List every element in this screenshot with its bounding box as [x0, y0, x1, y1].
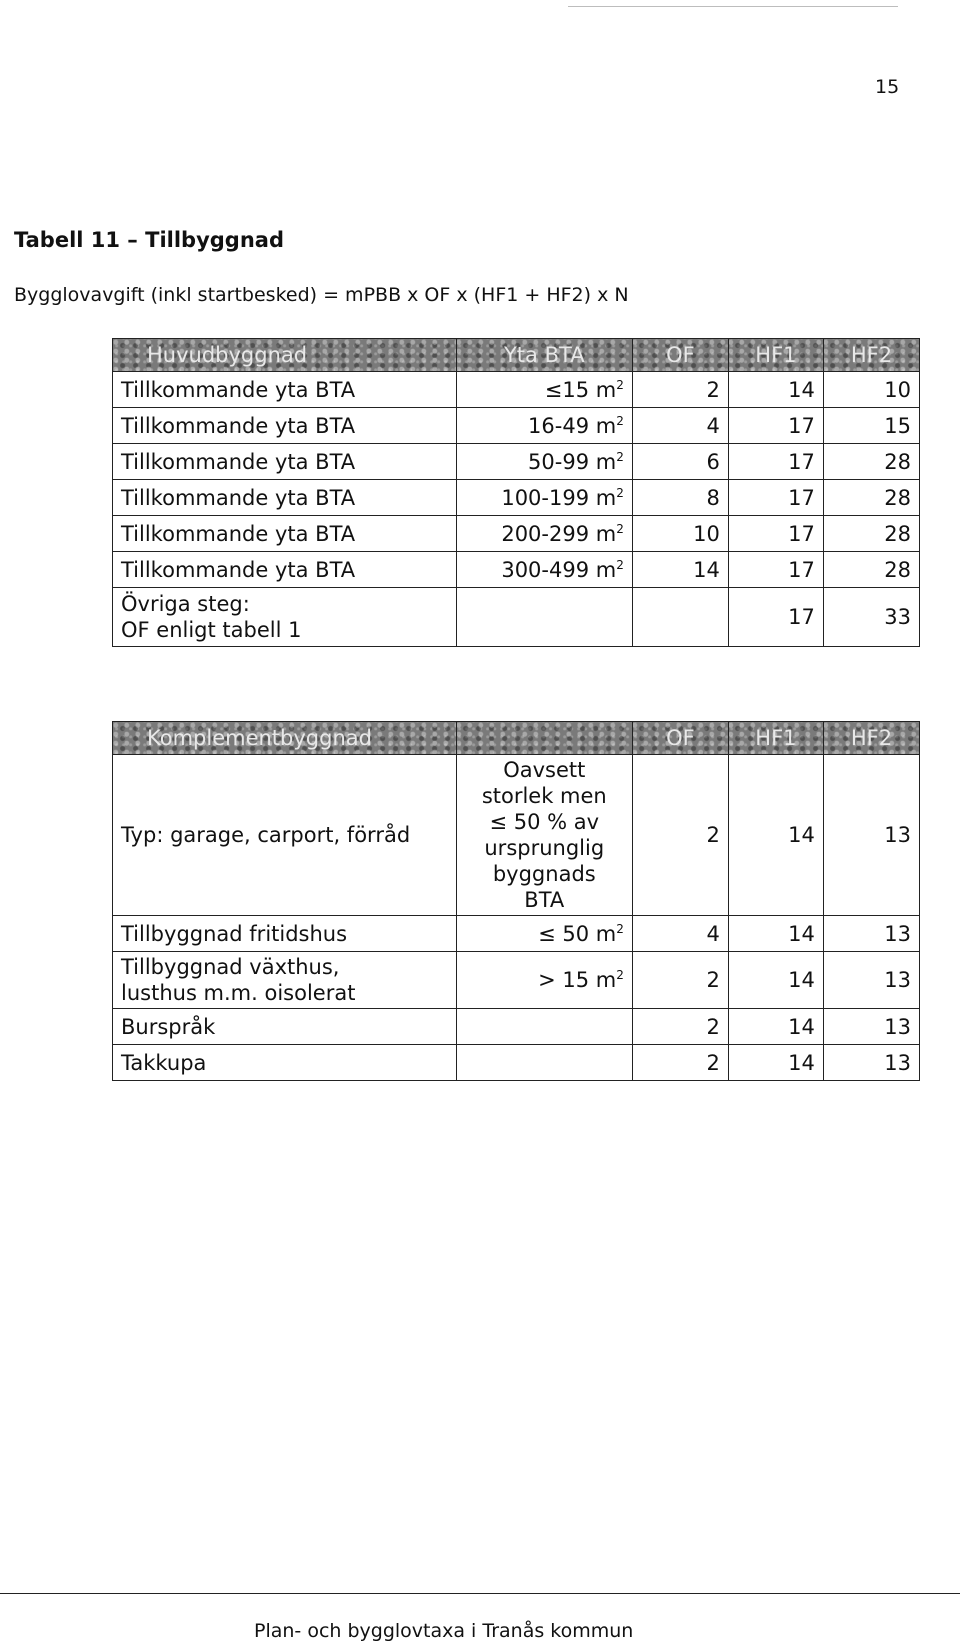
- table-row: [113, 1009, 920, 1045]
- table-header-row: [113, 339, 920, 372]
- row-size-empty: [456, 1045, 632, 1081]
- row-hf2: 13: [823, 755, 919, 916]
- table-row: [113, 408, 920, 444]
- header-komplementbyggnad: Komplementbyggnad: [113, 722, 457, 755]
- header-hf2: HF2: [823, 339, 919, 372]
- row-of: 4: [632, 408, 728, 444]
- row-of: 2: [632, 372, 728, 408]
- row-label: Tillbyggnad växthus, lusthus m.m. oisolerat: [113, 952, 457, 1009]
- row-hf1: 14: [728, 916, 823, 952]
- row-label: Tillkommande yta BTA: [113, 480, 457, 516]
- table-row: [113, 1045, 920, 1081]
- row-hf2: 28: [823, 516, 919, 552]
- row-label: Tillbyggnad fritidshus: [113, 916, 457, 952]
- row-size: 300-499 $m^2$: [456, 552, 632, 588]
- page-number: 15: [875, 76, 900, 98]
- header-hf1: HF1: [728, 339, 823, 372]
- header-huvudbyggnad: Huvudbyggnad: [113, 339, 457, 372]
- header-blank: [456, 722, 632, 755]
- row-of: 10: [632, 516, 728, 552]
- row-hf1: 14: [728, 372, 823, 408]
- row-of: 14: [632, 552, 728, 588]
- row-of: 4: [632, 916, 728, 952]
- header-yta-bta: Yta BTA: [456, 339, 632, 372]
- row-hf2: 28: [823, 552, 919, 588]
- table-row: [113, 444, 920, 480]
- row-hf1: 14: [728, 755, 823, 916]
- row-hf1: 17: [728, 588, 823, 647]
- row-of: 2: [632, 1009, 728, 1045]
- row-hf2: 13: [823, 916, 919, 952]
- row-label: Takkupa: [113, 1045, 457, 1081]
- row-size: ≤ 50 $m^2$: [456, 916, 632, 952]
- row-hf1: 17: [728, 444, 823, 480]
- row-hf2: 28: [823, 444, 919, 480]
- row-label: Burspråk: [113, 1009, 457, 1045]
- row-hf2: 15: [823, 408, 919, 444]
- row-hf2: 13: [823, 1045, 919, 1081]
- table-row: [113, 516, 920, 552]
- table-row: [113, 480, 920, 516]
- row-label: Tillkommande yta BTA: [113, 372, 457, 408]
- table-row: [113, 755, 920, 916]
- row-hf1: 17: [728, 408, 823, 444]
- row-size: ≤15 $m^2$: [456, 372, 632, 408]
- table-title: Tabell 11 – Tillbyggnad: [14, 228, 284, 252]
- other-of-empty: [632, 588, 728, 647]
- row-label: Tillkommande yta BTA: [113, 552, 457, 588]
- page-footer: Plan- och bygglovtaxa i Tranås kommun: [254, 1620, 634, 1642]
- row-hf2: 13: [823, 1009, 919, 1045]
- row-hf1: 14: [728, 1045, 823, 1081]
- row-hf2: 13: [823, 952, 919, 1009]
- other-size-empty: [456, 588, 632, 647]
- fee-formula: Bygglovavgift (inkl startbesked) = mPBB x OF x (HF1 + HF2) x N: [14, 284, 629, 306]
- row-hf2: 10: [823, 372, 919, 408]
- table-row: [113, 916, 920, 952]
- row-size: 16-49 $m^2$: [456, 408, 632, 444]
- accessory-building-table: [112, 721, 920, 1081]
- row-size: > 15 $m^2$: [456, 952, 632, 1009]
- row-size: Oavsett storlek men ≤ 50 % av ursprunglig byggnads BTA: [456, 755, 632, 916]
- header-hf2: HF2: [823, 722, 919, 755]
- table-row: [113, 952, 920, 1009]
- footer-rule: [0, 1593, 960, 1594]
- row-size-empty: [456, 1009, 632, 1045]
- row-of: 8: [632, 480, 728, 516]
- other-label: Övriga steg: OF enligt tabell 1: [113, 588, 457, 647]
- main-building-table: [112, 338, 920, 647]
- row-label: Tillkommande yta BTA: [113, 408, 457, 444]
- row-of: 6: [632, 444, 728, 480]
- table-row: [113, 372, 920, 408]
- row-hf1: 17: [728, 516, 823, 552]
- row-of: 2: [632, 952, 728, 1009]
- row-size: 200-299 $m^2$: [456, 516, 632, 552]
- top-rule: [568, 6, 898, 7]
- header-of: OF: [632, 722, 728, 755]
- row-label: Tillkommande yta BTA: [113, 444, 457, 480]
- row-size: 50-99 $m^2$: [456, 444, 632, 480]
- row-size: 100-199 $m^2$: [456, 480, 632, 516]
- table-row-other: [113, 588, 920, 647]
- row-hf2: 28: [823, 480, 919, 516]
- header-of: OF: [632, 339, 728, 372]
- row-hf1: 14: [728, 1009, 823, 1045]
- row-label: Typ: garage, carport, förråd: [113, 755, 457, 916]
- row-hf1: 17: [728, 480, 823, 516]
- row-of: 2: [632, 1045, 728, 1081]
- header-hf1: HF1: [728, 722, 823, 755]
- row-of: 2: [632, 755, 728, 916]
- row-hf1: 14: [728, 952, 823, 1009]
- row-hf2: 33: [823, 588, 919, 647]
- table-header-row: [113, 722, 920, 755]
- row-hf1: 17: [728, 552, 823, 588]
- table-row: [113, 552, 920, 588]
- row-label: Tillkommande yta BTA: [113, 516, 457, 552]
